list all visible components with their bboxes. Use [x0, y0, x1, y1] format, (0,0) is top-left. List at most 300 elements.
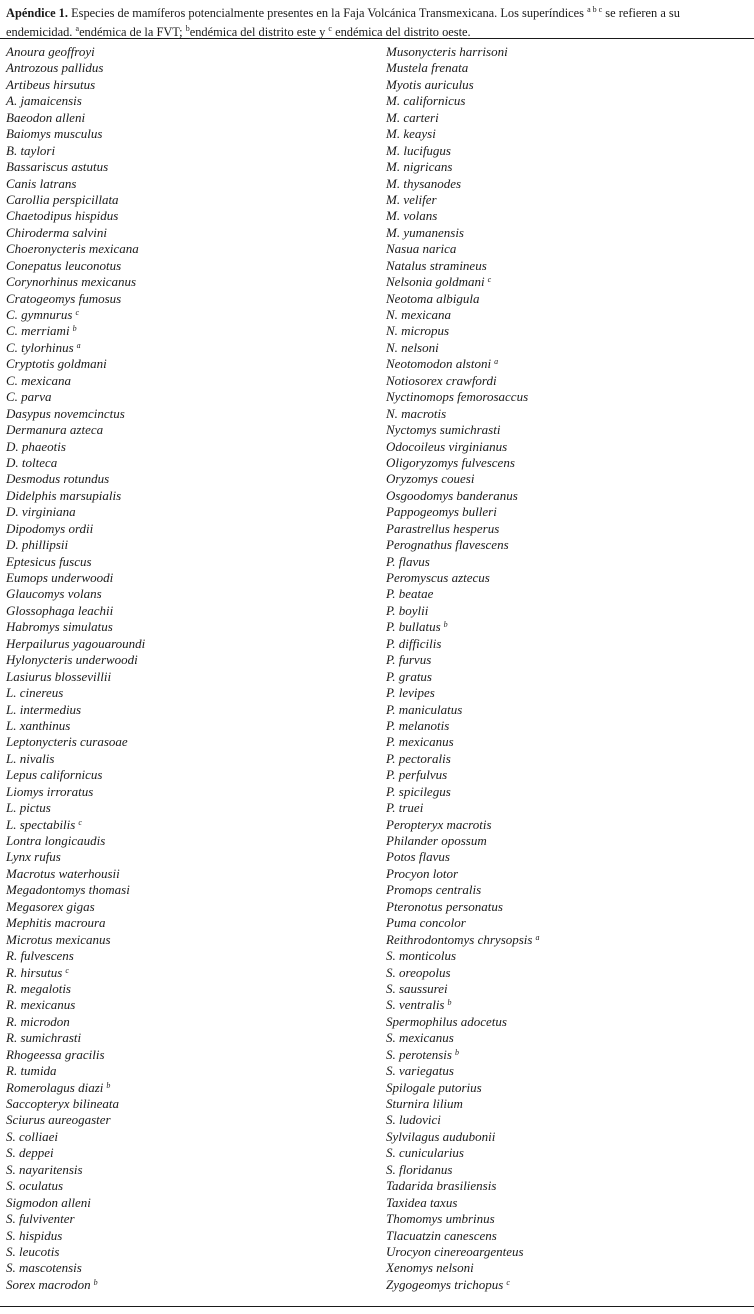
species-name: Pteronotus personatus: [386, 898, 503, 914]
species-name: S. ludovici: [386, 1112, 441, 1128]
species-item: [386, 586, 748, 602]
species-name: Osgoodomys banderanus: [386, 487, 518, 503]
species-item: [386, 932, 748, 948]
species-item: [6, 932, 376, 948]
species-name: Lasiurus blossevillii: [6, 668, 112, 684]
species-name: P. beatae: [386, 586, 434, 602]
species-name: C. gymnurus: [6, 307, 73, 322]
species-name: N. macrotis: [386, 405, 447, 421]
species-name: D. phaeotis: [6, 438, 66, 454]
species-name: D. phillipsii: [6, 537, 69, 553]
species-item: [6, 422, 376, 438]
species-name: Promops centralis: [386, 882, 482, 898]
species-item: [6, 554, 376, 570]
species-item: [386, 915, 748, 931]
species-item: [386, 126, 748, 142]
species-name: S. colliaei: [6, 1128, 58, 1144]
species-item: [6, 948, 376, 964]
species-item: [6, 373, 376, 389]
endemism-superscript: b: [72, 324, 77, 334]
species-item: [386, 636, 748, 652]
species-name: Antrozous pallidus: [6, 60, 104, 76]
species-name: Oryzomys couesi: [386, 471, 475, 487]
species-item: [6, 307, 376, 323]
species-name: Tlacuatzin canescens: [386, 1227, 497, 1243]
species-name: Saccopteryx bilineata: [6, 1096, 119, 1111]
species-item: [6, 356, 376, 372]
species-item: [6, 455, 376, 471]
species-name: Neotomodon alstoni: [386, 356, 492, 372]
species-name: Baeodon alleni: [6, 109, 86, 125]
endemism-superscript: b: [93, 1277, 98, 1287]
endemism-superscript: c: [75, 308, 80, 317]
species-item: [386, 471, 748, 487]
species-name: Parastrellus hesperus: [386, 520, 500, 536]
species-item: [386, 1063, 748, 1079]
species-name: L. pictus: [6, 800, 51, 816]
species-item: [6, 1260, 376, 1276]
species-name: Baiomys musculus: [6, 126, 103, 142]
species-item: [386, 603, 748, 619]
species-item: [6, 389, 376, 405]
species-item: [386, 817, 748, 833]
species-name: S. monticolus: [386, 948, 457, 964]
species-item: [386, 1145, 748, 1161]
species-name: Oligoryzomys fulvescens: [386, 454, 515, 470]
species-name: R. tumida: [6, 1063, 57, 1079]
species-name: Cryptotis goldmani: [6, 356, 107, 372]
species-name: P. furvus: [386, 652, 432, 668]
species-item: [6, 751, 376, 767]
species-name: Chaetodipus hispidus: [6, 208, 119, 224]
species-name: C. merriami: [6, 323, 70, 339]
species-item: [6, 767, 376, 783]
species-item: [386, 619, 748, 635]
species-name: S. mexicanus: [386, 1030, 454, 1046]
species-name: P. levipes: [386, 685, 435, 701]
species-name: M. nigricans: [386, 159, 453, 175]
species-name: Mephitis macroura: [6, 915, 106, 931]
caption-text-3: endémica de la FVT;: [79, 25, 186, 40]
species-item: [6, 274, 376, 290]
species-item: [386, 422, 748, 438]
species-name: A. jamaicensis: [6, 93, 82, 109]
species-name: Lepus californicus: [6, 767, 103, 783]
species-name: Nyctinomops femorosaccus: [386, 389, 529, 405]
endemism-superscript: c: [65, 965, 69, 975]
table-caption: [6, 2, 748, 40]
species-name: L. intermedius: [6, 701, 82, 717]
species-item: [386, 504, 748, 520]
species-item: [386, 44, 748, 60]
caption-text-2: se refieren a su endemicidad.: [6, 6, 680, 40]
species-name: Glossophaga leachii: [6, 602, 114, 618]
species-name: S. nayaritensis: [6, 1161, 83, 1177]
species-name: Nyctomys sumichrasti: [386, 422, 501, 438]
species-name: M. yumanensis: [386, 224, 464, 240]
species-name: Mustela frenata: [386, 60, 469, 76]
species-name: S. ventralis: [386, 997, 445, 1013]
species-item: [6, 192, 376, 208]
species-item: [386, 241, 748, 257]
species-name: Hylonycteris underwoodi: [6, 652, 138, 668]
species-name: Rhogeessa gracilis: [6, 1046, 105, 1062]
species-item: [386, 1277, 748, 1293]
species-name: L. cinereus: [6, 685, 64, 701]
species-item: [386, 652, 748, 668]
species-item: [386, 734, 748, 750]
species-item: [386, 1112, 748, 1128]
species-name: N. nelsoni: [386, 339, 439, 355]
species-name: S. hispidus: [6, 1227, 63, 1243]
species-name: Artibeus hirsutus: [6, 76, 96, 92]
species-item: [386, 225, 748, 241]
species-item: [6, 1030, 376, 1046]
species-item: [386, 110, 748, 126]
species-name: R. microdon: [6, 1013, 70, 1029]
species-item: [386, 60, 748, 76]
species-name: Nelsonia goldmani: [386, 274, 485, 290]
species-name: Eumops underwoodi: [6, 570, 114, 585]
species-name: Lontra longicaudis: [6, 833, 106, 848]
species-name: Lynx rufus: [6, 849, 61, 865]
species-item: [6, 1080, 376, 1096]
species-list-left: [6, 44, 376, 1293]
species-name: R. sumichrasti: [6, 1030, 82, 1046]
species-item: [6, 1112, 376, 1128]
species-item: [6, 1162, 376, 1178]
species-item: [6, 1047, 376, 1063]
species-item: [6, 1277, 376, 1293]
species-item: [6, 225, 376, 241]
species-name: Odocoileus virginianus: [386, 438, 508, 454]
species-name: P. bullatus: [386, 619, 441, 635]
species-name: P. melanotis: [386, 717, 450, 733]
species-item: [6, 603, 376, 619]
species-name: Choeronycteris mexicana: [6, 241, 139, 257]
species-item: [6, 800, 376, 816]
species-name: Natalus stramineus: [386, 257, 487, 273]
species-name: P. boylii: [386, 602, 429, 618]
species-name: M. californicus: [386, 93, 466, 109]
species-item: [6, 702, 376, 718]
caption-text: Especies de mamíferos potencialmente presentes en la Faja Volcánica Transmexicana. Los superíndices: [67, 6, 588, 21]
species-name: Thomomys umbrinus: [386, 1211, 495, 1227]
endemism-superscript: b: [106, 1080, 111, 1090]
species-name: P. difficilis: [386, 635, 442, 651]
species-name: L. spectabilis: [6, 816, 76, 832]
caption-sup-a: a: [75, 24, 80, 34]
species-name: S. fulviventer: [6, 1211, 75, 1227]
species-name: S. variegatus: [386, 1063, 454, 1079]
species-name: Habromys simulatus: [6, 619, 113, 635]
species-list-right: [386, 44, 748, 1293]
species-name: Leptonycteris curasoae: [6, 734, 128, 750]
species-item: [386, 373, 748, 389]
species-item: [386, 981, 748, 997]
species-item: [386, 554, 748, 570]
species-item: [386, 1228, 748, 1244]
species-name: Philander opossum: [386, 833, 487, 848]
species-item: [386, 718, 748, 734]
species-name: Sorex macrodon: [6, 1276, 91, 1292]
endemism-superscript: a: [76, 340, 81, 350]
species-item: [6, 44, 376, 60]
species-name: Chiroderma salvini: [6, 224, 107, 240]
species-name: Megadontomys thomasi: [6, 882, 130, 898]
caption-sup-b: b: [185, 24, 190, 34]
species-item: [386, 800, 748, 816]
species-item: [6, 504, 376, 520]
species-name: Glaucomys volans: [6, 586, 102, 602]
endemism-superscript: c: [506, 1277, 510, 1287]
species-item: [6, 471, 376, 487]
species-item: [6, 1178, 376, 1194]
species-name: N. micropus: [386, 323, 450, 339]
species-item: [6, 406, 376, 422]
species-item: [386, 340, 748, 356]
species-name: Musonycteris harrisoni: [386, 44, 508, 59]
caption-text-5: endémica del distrito oeste.: [331, 25, 471, 40]
species-name: Peromyscus aztecus: [386, 570, 490, 585]
endemism-superscript: c: [78, 817, 82, 827]
species-item: [386, 274, 748, 290]
endemism-superscript: b: [443, 620, 448, 630]
endemism-superscript: a: [535, 932, 540, 942]
species-item: [386, 1080, 748, 1096]
species-name: Pappogeomys bulleri: [386, 504, 497, 520]
species-name: S. floridanus: [386, 1161, 453, 1177]
species-name: Liomys irroratus: [6, 783, 94, 799]
species-item: [386, 1244, 748, 1260]
species-item: [6, 93, 376, 109]
species-name: Perognathus flavescens: [386, 537, 509, 553]
species-name: Taxidea taxus: [386, 1194, 458, 1210]
species-item: [6, 1145, 376, 1161]
caption-superscripts: a b c: [587, 5, 603, 14]
species-item: [386, 159, 748, 175]
species-item: [386, 258, 748, 274]
bottom-rule: [0, 1306, 754, 1307]
endemism-superscript: b: [447, 998, 452, 1008]
species-name: D. tolteca: [6, 454, 58, 470]
species-item: [6, 439, 376, 455]
species-name: Megasorex gigas: [6, 898, 95, 914]
species-name: S. perotensis: [386, 1046, 452, 1062]
species-item: [386, 537, 748, 553]
species-name: Dasypus novemcinctus: [6, 405, 125, 421]
species-name: Sturnira lilium: [386, 1096, 463, 1111]
species-item: [6, 899, 376, 915]
species-name: S. oreopolus: [386, 964, 451, 980]
species-name: Eptesicus fuscus: [6, 553, 92, 569]
species-item: [386, 93, 748, 109]
species-name: Herpailurus yagouaroundi: [6, 635, 146, 651]
species-name: Urocyon cinereoargenteus: [386, 1243, 524, 1259]
species-name: Potos flavus: [386, 849, 450, 865]
species-item: [6, 570, 376, 586]
species-item: [386, 751, 748, 767]
top-rule: [0, 38, 754, 39]
species-item: [6, 849, 376, 865]
species-item: [6, 488, 376, 504]
species-name: S. cunicularius: [386, 1145, 464, 1161]
species-name: Corynorhinus mexicanus: [6, 274, 137, 290]
species-item: [6, 323, 376, 339]
species-item: [386, 702, 748, 718]
species-name: Sylvilagus audubonii: [386, 1128, 496, 1144]
species-name: Zygogeomys trichopus: [386, 1276, 504, 1292]
species-item: [6, 636, 376, 652]
species-name: Procyon lotor: [386, 865, 459, 881]
species-item: [386, 176, 748, 192]
species-item: [386, 899, 748, 915]
endemism-superscript: a: [494, 357, 499, 367]
species-item: [6, 208, 376, 224]
species-name: C. mexicana: [6, 372, 71, 388]
species-item: [386, 849, 748, 865]
species-item: [6, 866, 376, 882]
species-name: M. carteri: [386, 109, 439, 125]
species-name: S. deppei: [6, 1145, 54, 1161]
species-item: [386, 307, 748, 323]
species-name: P. gratus: [386, 668, 432, 684]
species-item: [6, 110, 376, 126]
species-name: P. spicilegus: [386, 783, 451, 799]
species-item: [386, 882, 748, 898]
species-item: [6, 241, 376, 257]
species-item: [6, 143, 376, 159]
species-item: [386, 1195, 748, 1211]
species-item: [6, 521, 376, 537]
species-item: [6, 537, 376, 553]
species-name: Canis latrans: [6, 175, 77, 191]
species-name: Tadarida brasiliensis: [386, 1178, 497, 1194]
species-item: [386, 406, 748, 422]
species-item: [6, 159, 376, 175]
species-item: [386, 208, 748, 224]
endemism-superscript: b: [454, 1047, 459, 1057]
species-item: [386, 488, 748, 504]
species-name: M. lucifugus: [386, 142, 451, 158]
species-item: [386, 1096, 748, 1112]
species-item: [6, 126, 376, 142]
species-name: P. mexicanus: [386, 734, 454, 750]
species-item: [386, 356, 748, 372]
species-item: [6, 291, 376, 307]
species-item: [386, 833, 748, 849]
species-item: [6, 1014, 376, 1030]
species-name: P. pectoralis: [386, 750, 451, 766]
species-name: R. mexicanus: [6, 997, 76, 1013]
species-name: Xenomys nelsoni: [386, 1260, 474, 1276]
species-name: Romerolagus diazi: [6, 1079, 104, 1095]
species-name: S. mascotensis: [6, 1260, 82, 1276]
species-item: [6, 258, 376, 274]
species-item: [6, 833, 376, 849]
species-item: [386, 1030, 748, 1046]
species-item: [386, 866, 748, 882]
species-name: Neotoma albigula: [386, 290, 480, 306]
species-item: [386, 291, 748, 307]
species-name: Dipodomys ordii: [6, 520, 94, 536]
species-name: Anoura geoffroyi: [6, 44, 95, 59]
caption-sup-c: c: [328, 24, 332, 34]
caption-label: Apéndice 1.: [6, 6, 68, 21]
species-item: [6, 60, 376, 76]
species-item: [386, 77, 748, 93]
species-item: [6, 1063, 376, 1079]
species-item: [386, 455, 748, 471]
species-item: [386, 521, 748, 537]
species-name: Nasua narica: [386, 241, 457, 257]
species-name: C. parva: [6, 389, 52, 405]
species-item: [386, 1014, 748, 1030]
species-name: R. megalotis: [6, 980, 71, 996]
species-item: [386, 965, 748, 981]
species-item: [386, 192, 748, 208]
species-name: Didelphis marsupialis: [6, 487, 122, 503]
species-item: [386, 784, 748, 800]
species-item: [386, 1260, 748, 1276]
species-name: Dermanura azteca: [6, 422, 104, 438]
species-name: M. volans: [386, 208, 438, 224]
species-item: [6, 1211, 376, 1227]
species-name: R. hirsutus: [6, 964, 63, 980]
species-name: Bassariscus astutus: [6, 159, 109, 175]
species-item: [386, 143, 748, 159]
species-item: [386, 1047, 748, 1063]
species-name: L. nivalis: [6, 750, 55, 766]
species-item: [386, 1162, 748, 1178]
species-name: R. fulvescens: [6, 948, 74, 964]
species-item: [6, 669, 376, 685]
species-name: Reithrodontomys chrysopsis: [386, 931, 533, 947]
species-item: [386, 948, 748, 964]
species-item: [6, 718, 376, 734]
species-item: [386, 389, 748, 405]
species-name: D. virginiana: [6, 504, 76, 520]
species-item: [386, 997, 748, 1013]
species-name: P. flavus: [386, 553, 430, 569]
species-item: [6, 652, 376, 668]
species-name: Notiosorex crawfordi: [386, 372, 497, 388]
species-item: [386, 685, 748, 701]
species-name: P. maniculatus: [386, 701, 463, 717]
species-item: [6, 734, 376, 750]
endemism-superscript: c: [487, 275, 492, 285]
species-name: Myotis auriculus: [386, 76, 474, 92]
species-name: Peropteryx macrotis: [386, 816, 492, 832]
species-name: P. perfulvus: [386, 767, 448, 783]
species-name: Microtus mexicanus: [6, 931, 111, 947]
species-item: [386, 323, 748, 339]
species-item: [6, 1129, 376, 1145]
species-item: [6, 965, 376, 981]
species-name: P. truei: [386, 800, 424, 816]
species-name: B. taylori: [6, 142, 56, 158]
species-name: S. leucotis: [6, 1243, 60, 1259]
species-name: Puma concolor: [386, 915, 466, 931]
species-name: S. oculatus: [6, 1178, 64, 1194]
species-item: [6, 176, 376, 192]
species-name: Carollia perspicillata: [6, 191, 119, 207]
species-item: [386, 1211, 748, 1227]
species-name: M. keaysi: [386, 126, 436, 142]
species-item: [386, 570, 748, 586]
species-name: Desmodus rotundus: [6, 471, 110, 487]
species-item: [6, 981, 376, 997]
